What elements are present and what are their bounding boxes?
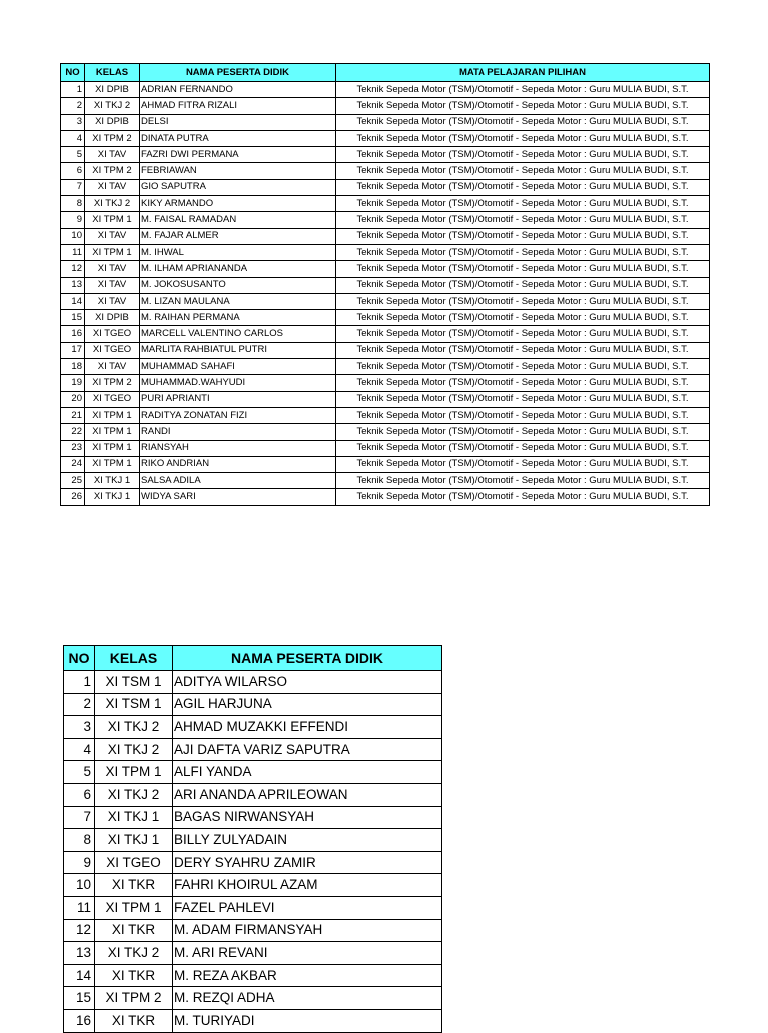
cell-no: 3 (61, 114, 85, 130)
table-row (61, 179, 710, 195)
table-row (61, 326, 710, 342)
table-row (61, 359, 710, 375)
cell-nama: GIO SAPUTRA (140, 179, 336, 195)
cell-mapel: Teknik Sepeda Motor (TSM)/Otomotif - Sepeda Motor : Guru MULIA BUDI, S.T. (336, 326, 710, 342)
cell-mapel: Teknik Sepeda Motor (TSM)/Otomotif - Sepeda Motor : Guru MULIA BUDI, S.T. (336, 424, 710, 440)
table-row (61, 375, 710, 391)
table-row (61, 310, 710, 326)
cell-nama: SALSA ADILA (140, 473, 336, 489)
cell-nama: MARCELL VALENTINO CARLOS (140, 326, 336, 342)
cell-nama: M. FAJAR ALMER (140, 228, 336, 244)
cell-kelas: XI TPM 2 (95, 987, 173, 1010)
cell-nama: M. ARI REVANI (173, 942, 442, 965)
cell-mapel: Teknik Sepeda Motor (TSM)/Otomotif - Sepeda Motor : Guru MULIA BUDI, S.T. (336, 196, 710, 212)
cell-nama: AGIL HARJUNA (173, 693, 442, 716)
cell-no: 20 (61, 391, 85, 407)
table-header-row (64, 646, 442, 671)
cell-kelas: XI DPIB (85, 82, 140, 98)
cell-mapel: Teknik Sepeda Motor (TSM)/Otomotif - Sepeda Motor : Guru MULIA BUDI, S.T. (336, 163, 710, 179)
cell-mapel: Teknik Sepeda Motor (TSM)/Otomotif - Sepeda Motor : Guru MULIA BUDI, S.T. (336, 342, 710, 358)
cell-kelas: XI TKR (95, 1009, 173, 1032)
cell-nama: M. ILHAM APRIANANDA (140, 261, 336, 277)
cell-no: 11 (61, 244, 85, 260)
table-row (61, 489, 710, 505)
cell-nama: M. REZQI ADHA (173, 987, 442, 1010)
table-row (61, 82, 710, 98)
table-row (64, 896, 442, 919)
cell-mapel: Teknik Sepeda Motor (TSM)/Otomotif - Sepeda Motor : Guru MULIA BUDI, S.T. (336, 244, 710, 260)
cell-kelas: XI TKR (95, 964, 173, 987)
cell-nama: RANDI (140, 424, 336, 440)
cell-kelas: XI TKJ 2 (85, 98, 140, 114)
cell-no: 15 (64, 987, 95, 1010)
cell-no: 8 (61, 196, 85, 212)
cell-no: 9 (64, 851, 95, 874)
student-table-1 (60, 63, 710, 506)
cell-nama: M. IHWAL (140, 244, 336, 260)
cell-no: 5 (64, 761, 95, 784)
cell-nama: AHMAD MUZAKKI EFFENDI (173, 716, 442, 739)
cell-no: 1 (61, 82, 85, 98)
table-row (61, 342, 710, 358)
cell-nama: FAZEL PAHLEVI (173, 896, 442, 919)
table-row (64, 671, 442, 694)
cell-nama: M. FAISAL RAMADAN (140, 212, 336, 228)
table-row (61, 147, 710, 163)
cell-nama: ADITYA WILARSO (173, 671, 442, 694)
cell-kelas: XI TSM 1 (95, 693, 173, 716)
cell-no: 14 (64, 964, 95, 987)
cell-nama: FAHRI KHOIRUL AZAM (173, 874, 442, 897)
cell-no: 24 (61, 456, 85, 472)
table-row (64, 783, 442, 806)
table-row (64, 919, 442, 942)
cell-mapel: Teknik Sepeda Motor (TSM)/Otomotif - Sepeda Motor : Guru MULIA BUDI, S.T. (336, 293, 710, 309)
cell-nama: M. ADAM FIRMANSYAH (173, 919, 442, 942)
cell-nama: FEBRIAWAN (140, 163, 336, 179)
cell-mapel: Teknik Sepeda Motor (TSM)/Otomotif - Sepeda Motor : Guru MULIA BUDI, S.T. (336, 147, 710, 163)
cell-no: 19 (61, 375, 85, 391)
cell-no: 26 (61, 489, 85, 505)
cell-nama: FAZRI DWI PERMANA (140, 147, 336, 163)
header-kelas: KELAS (95, 646, 173, 671)
cell-no: 12 (64, 919, 95, 942)
table-row (64, 1009, 442, 1032)
cell-kelas: XI TGEO (85, 342, 140, 358)
table-row (61, 277, 710, 293)
cell-nama: AJI DAFTA VARIZ SAPUTRA (173, 738, 442, 761)
cell-kelas: XI TPM 1 (85, 440, 140, 456)
cell-nama: BILLY ZULYADAIN (173, 829, 442, 852)
table-row (64, 716, 442, 739)
cell-no: 13 (61, 277, 85, 293)
table-row (64, 987, 442, 1010)
cell-nama: MARLITA RAHBIATUL PUTRI (140, 342, 336, 358)
cell-no: 7 (61, 179, 85, 195)
table-row (64, 761, 442, 784)
table-row (61, 228, 710, 244)
cell-no: 2 (61, 98, 85, 114)
cell-no: 21 (61, 407, 85, 423)
cell-nama: KIKY ARMANDO (140, 196, 336, 212)
cell-mapel: Teknik Sepeda Motor (TSM)/Otomotif - Sepeda Motor : Guru MULIA BUDI, S.T. (336, 82, 710, 98)
cell-mapel: Teknik Sepeda Motor (TSM)/Otomotif - Sepeda Motor : Guru MULIA BUDI, S.T. (336, 114, 710, 130)
cell-kelas: XI TGEO (85, 391, 140, 407)
cell-no: 4 (61, 130, 85, 146)
cell-nama: M. RAIHAN PERMANA (140, 310, 336, 326)
cell-kelas: XI TSM 1 (95, 671, 173, 694)
cell-nama: PURI APRIANTI (140, 391, 336, 407)
cell-kelas: XI TPM 1 (95, 761, 173, 784)
cell-nama: RIKO ANDRIAN (140, 456, 336, 472)
cell-kelas: XI TPM 1 (85, 407, 140, 423)
cell-nama: WIDYA SARI (140, 489, 336, 505)
cell-nama: MUHAMMAD SAHAFI (140, 359, 336, 375)
table-row (64, 806, 442, 829)
cell-nama: DELSI (140, 114, 336, 130)
table-row (61, 293, 710, 309)
table-row (61, 196, 710, 212)
cell-kelas: XI TKJ 2 (95, 738, 173, 761)
table-row (61, 98, 710, 114)
table-header-row (61, 64, 710, 82)
cell-kelas: XI TKJ 1 (85, 473, 140, 489)
cell-no: 5 (61, 147, 85, 163)
cell-nama: M. TURIYADI (173, 1009, 442, 1032)
cell-kelas: XI TAV (85, 359, 140, 375)
cell-no: 13 (64, 942, 95, 965)
cell-nama: MUHAMMAD.WAHYUDI (140, 375, 336, 391)
table-row (64, 964, 442, 987)
cell-kelas: XI TKJ 2 (95, 716, 173, 739)
table-row (64, 942, 442, 965)
cell-no: 25 (61, 473, 85, 489)
table-row (61, 440, 710, 456)
cell-nama: ALFI YANDA (173, 761, 442, 784)
table-row (64, 874, 442, 897)
table-row (64, 693, 442, 716)
cell-kelas: XI TPM 1 (85, 244, 140, 260)
table-row (61, 130, 710, 146)
table-row (61, 244, 710, 260)
cell-mapel: Teknik Sepeda Motor (TSM)/Otomotif - Sepeda Motor : Guru MULIA BUDI, S.T. (336, 212, 710, 228)
cell-mapel: Teknik Sepeda Motor (TSM)/Otomotif - Sepeda Motor : Guru MULIA BUDI, S.T. (336, 130, 710, 146)
cell-mapel: Teknik Sepeda Motor (TSM)/Otomotif - Sepeda Motor : Guru MULIA BUDI, S.T. (336, 179, 710, 195)
cell-no: 12 (61, 261, 85, 277)
cell-kelas: XI TKJ 2 (95, 942, 173, 965)
table-row (61, 261, 710, 277)
cell-nama: M. JOKOSUSANTO (140, 277, 336, 293)
cell-kelas: XI TAV (85, 277, 140, 293)
table-row (61, 163, 710, 179)
cell-no: 7 (64, 806, 95, 829)
cell-mapel: Teknik Sepeda Motor (TSM)/Otomotif - Sepeda Motor : Guru MULIA BUDI, S.T. (336, 228, 710, 244)
cell-kelas: XI DPIB (85, 114, 140, 130)
cell-mapel: Teknik Sepeda Motor (TSM)/Otomotif - Sepeda Motor : Guru MULIA BUDI, S.T. (336, 359, 710, 375)
cell-mapel: Teknik Sepeda Motor (TSM)/Otomotif - Sepeda Motor : Guru MULIA BUDI, S.T. (336, 277, 710, 293)
cell-no: 16 (64, 1009, 95, 1032)
cell-mapel: Teknik Sepeda Motor (TSM)/Otomotif - Sepeda Motor : Guru MULIA BUDI, S.T. (336, 489, 710, 505)
header-mapel: MATA PELAJARAN PILIHAN (336, 64, 710, 82)
cell-no: 18 (61, 359, 85, 375)
cell-mapel: Teknik Sepeda Motor (TSM)/Otomotif - Sepeda Motor : Guru MULIA BUDI, S.T. (336, 456, 710, 472)
cell-kelas: XI TKJ 2 (85, 196, 140, 212)
cell-no: 14 (61, 293, 85, 309)
table-row (64, 851, 442, 874)
cell-no: 2 (64, 693, 95, 716)
table-row (61, 407, 710, 423)
cell-kelas: XI TPM 1 (85, 212, 140, 228)
cell-kelas: XI TAV (85, 179, 140, 195)
cell-kelas: XI TPM 1 (85, 456, 140, 472)
cell-mapel: Teknik Sepeda Motor (TSM)/Otomotif - Sepeda Motor : Guru MULIA BUDI, S.T. (336, 310, 710, 326)
cell-no: 10 (64, 874, 95, 897)
cell-mapel: Teknik Sepeda Motor (TSM)/Otomotif - Sepeda Motor : Guru MULIA BUDI, S.T. (336, 98, 710, 114)
table-row (64, 738, 442, 761)
cell-no: 8 (64, 829, 95, 852)
cell-no: 23 (61, 440, 85, 456)
header-kelas: KELAS (85, 64, 140, 82)
table-row (61, 473, 710, 489)
table-row (61, 456, 710, 472)
cell-mapel: Teknik Sepeda Motor (TSM)/Otomotif - Sepeda Motor : Guru MULIA BUDI, S.T. (336, 261, 710, 277)
header-no: NO (61, 64, 85, 82)
cell-mapel: Teknik Sepeda Motor (TSM)/Otomotif - Sepeda Motor : Guru MULIA BUDI, S.T. (336, 391, 710, 407)
header-no: NO (64, 646, 95, 671)
cell-mapel: Teknik Sepeda Motor (TSM)/Otomotif - Sepeda Motor : Guru MULIA BUDI, S.T. (336, 473, 710, 489)
cell-kelas: XI TAV (85, 147, 140, 163)
cell-kelas: XI TKR (95, 919, 173, 942)
cell-kelas: XI DPIB (85, 310, 140, 326)
cell-no: 22 (61, 424, 85, 440)
cell-no: 3 (64, 716, 95, 739)
table-row (64, 829, 442, 852)
table-row (61, 212, 710, 228)
cell-mapel: Teknik Sepeda Motor (TSM)/Otomotif - Sepeda Motor : Guru MULIA BUDI, S.T. (336, 375, 710, 391)
header-nama: NAMA PESERTA DIDIK (140, 64, 336, 82)
cell-kelas: XI TPM 1 (95, 896, 173, 919)
cell-no: 6 (64, 783, 95, 806)
student-table-2 (63, 645, 442, 1033)
cell-nama: DINATA PUTRA (140, 130, 336, 146)
cell-kelas: XI TGEO (85, 326, 140, 342)
cell-kelas: XI TKJ 1 (85, 489, 140, 505)
table-row (61, 424, 710, 440)
cell-nama: RADITYA ZONATAN FIZI (140, 407, 336, 423)
cell-kelas: XI TAV (85, 228, 140, 244)
table-row (61, 391, 710, 407)
cell-no: 15 (61, 310, 85, 326)
cell-no: 10 (61, 228, 85, 244)
cell-nama: RIANSYAH (140, 440, 336, 456)
cell-kelas: XI TPM 2 (85, 130, 140, 146)
cell-kelas: XI TAV (85, 261, 140, 277)
cell-nama: DERY SYAHRU ZAMIR (173, 851, 442, 874)
cell-kelas: XI TKJ 2 (95, 783, 173, 806)
cell-no: 1 (64, 671, 95, 694)
cell-nama: M. REZA AKBAR (173, 964, 442, 987)
cell-kelas: XI TGEO (95, 851, 173, 874)
cell-no: 11 (64, 896, 95, 919)
cell-mapel: Teknik Sepeda Motor (TSM)/Otomotif - Sepeda Motor : Guru MULIA BUDI, S.T. (336, 407, 710, 423)
header-nama: NAMA PESERTA DIDIK (173, 646, 442, 671)
cell-nama: AHMAD FITRA RIZALI (140, 98, 336, 114)
cell-no: 17 (61, 342, 85, 358)
cell-kelas: XI TKR (95, 874, 173, 897)
cell-mapel: Teknik Sepeda Motor (TSM)/Otomotif - Sepeda Motor : Guru MULIA BUDI, S.T. (336, 440, 710, 456)
cell-no: 4 (64, 738, 95, 761)
cell-kelas: XI TKJ 1 (95, 806, 173, 829)
cell-nama: BAGAS NIRWANSYAH (173, 806, 442, 829)
cell-kelas: XI TKJ 1 (95, 829, 173, 852)
cell-nama: M. LIZAN MAULANA (140, 293, 336, 309)
cell-kelas: XI TPM 2 (85, 375, 140, 391)
cell-no: 9 (61, 212, 85, 228)
cell-kelas: XI TAV (85, 293, 140, 309)
cell-kelas: XI TPM 1 (85, 424, 140, 440)
cell-nama: ARI ANANDA APRILEOWAN (173, 783, 442, 806)
cell-kelas: XI TPM 2 (85, 163, 140, 179)
cell-nama: ADRIAN FERNANDO (140, 82, 336, 98)
cell-no: 6 (61, 163, 85, 179)
cell-no: 16 (61, 326, 85, 342)
table-row (61, 114, 710, 130)
